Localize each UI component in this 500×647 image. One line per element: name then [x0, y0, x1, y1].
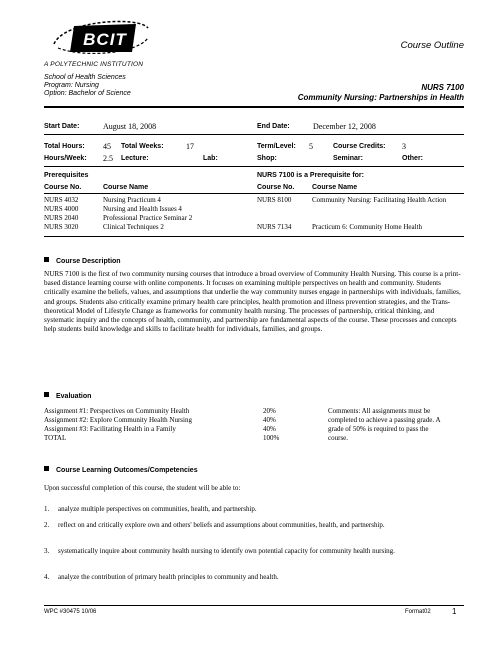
header-divider — [44, 106, 464, 108]
footer-code: WPC #30475 10/06 — [44, 609, 97, 615]
outcomes-intro: Upon successful completion of this course, the student will be able to: — [44, 484, 241, 492]
lab-label: Lab: — [203, 155, 218, 162]
end-date-value: December 12, 2008 — [313, 122, 376, 131]
other-label: Other: — [402, 155, 423, 162]
hours-week-label: Hours/Week: — [44, 155, 87, 162]
prereq-divider — [44, 236, 464, 237]
list-item: NURS 3020 Clinical Techniques 2 — [44, 223, 164, 231]
list-item: NURS 7134 Practicum 6: Community Home Health — [257, 223, 423, 231]
bullet-square-icon — [44, 466, 49, 471]
evaluation-comments: Comments: All assignments must be completed to achieve a passing grade. A grade of 50% is required to pass the course. — [328, 407, 441, 442]
list-item: NURS 4000 Nursing and Health Issues 4 — [44, 205, 182, 213]
shop-label: Shop: — [257, 155, 277, 162]
doc-type-title: Course Outline — [400, 40, 464, 51]
page-number: 1 — [452, 607, 457, 616]
list-item: NURS 2040 Professional Practice Seminar 2 — [44, 214, 193, 222]
program-name: Program: Nursing — [44, 82, 99, 89]
prereq-for-col-no: Course No. — [257, 184, 295, 191]
start-date-label: Start Date: — [44, 123, 80, 130]
list-item: 2. reflect on and critically explore own and others' beliefs and assumptions about communities, health, and partnership. — [44, 521, 385, 529]
footer-divider — [44, 605, 464, 606]
table-row: Assignment #1: Perspectives on Community Health 20% — [44, 407, 276, 415]
logo-text: BCIT — [83, 30, 127, 49]
course-description-text: NURS 7100 is the first of two community nursing courses that introduce a broad overview of Community Health Nursing. This course is a print-based distance learning course with online components. It focuses on examining multiple perspectives on health and community. Students critically examine the beliefs, values, and assumptions that underlie the way community nurses engage in partnerships with individuals, families, and groups. Students also critically examine primary health care principles, health promotion and illness prevention strategies, and the Trans-theoretical Model of Lifestyle Change as frameworks for community health nursing. The processes of partnership, critical thinking, and systematic inquiry and the concepts of health, community, and partnership are fundamental aspects of the course. These processes and concepts help students build knowledge and skills to facilitate health for individuals, families, and groups. — [44, 270, 461, 334]
end-date-label: End Date: — [257, 123, 290, 130]
list-item: 1. analyze multiple perspectives on communities, health, and partnership. — [44, 505, 257, 513]
total-weeks-value: 17 — [186, 142, 194, 151]
lecture-label: Lecture: — [121, 155, 149, 162]
course-credits-value: 3 — [402, 142, 406, 151]
prereq-for-col-name: Course Name — [312, 184, 358, 191]
prereq-col-no: Course No. — [44, 184, 82, 191]
course-title: Community Nursing: Partnerships in Health — [297, 93, 464, 102]
term-level-value: 5 — [309, 142, 313, 151]
table-row: Assignment #2: Explore Community Health Nursing 40% — [44, 416, 276, 424]
table-row: Assignment #3: Facilitating Health in a Family 40% — [44, 425, 276, 433]
bullet-square-icon — [44, 392, 49, 397]
bcit-logo — [44, 14, 159, 60]
course-description-heading: Course Description — [44, 257, 121, 265]
info-row-divider — [44, 134, 464, 135]
course-credits-label: Course Credits: — [333, 143, 386, 150]
prereq-col-name: Course Name — [103, 184, 149, 191]
term-level-label: Term/Level: — [257, 143, 296, 150]
list-item: 3. systematically inquire about community health nursing to identify own potential capacity for community health nursing. — [44, 547, 395, 555]
bullet-square-icon — [44, 257, 49, 262]
total-hours-label: Total Hours: — [44, 143, 85, 150]
logo-tagline: A POLYTECHNIC INSTITUTION — [44, 61, 144, 68]
footer-format: Format02 — [405, 609, 431, 615]
list-item: 4. analyze the contribution of primary health principles to community and health. — [44, 573, 279, 581]
info-divider — [44, 166, 464, 167]
option-name: Option: Bachelor of Science — [44, 90, 131, 97]
evaluation-heading: Evaluation — [44, 392, 91, 400]
course-code: NURS 7100 — [421, 83, 464, 92]
prerequisite-for-title: NURS 7100 is a Prerequisite for: — [257, 172, 364, 179]
total-hours-value: 45 — [103, 142, 111, 151]
list-item: NURS 4032 Nursing Practicum 4 — [44, 196, 161, 204]
list-item: NURS 8100 Community Nursing: Facilitating Health Action — [257, 196, 447, 204]
seminar-label: Seminar: — [333, 155, 363, 162]
school-name: School of Health Sciences — [44, 74, 126, 81]
outcomes-heading: Course Learning Outcomes/Competencies — [44, 466, 198, 474]
start-date-value: August 18, 2008 — [103, 122, 157, 131]
prerequisites-title: Prerequisites — [44, 172, 89, 179]
prereq-header-underline — [44, 193, 464, 194]
hours-week-value: 2.5 — [103, 154, 113, 163]
table-row: TOTAL 100% — [44, 434, 280, 442]
total-weeks-label: Total Weeks: — [121, 143, 164, 150]
